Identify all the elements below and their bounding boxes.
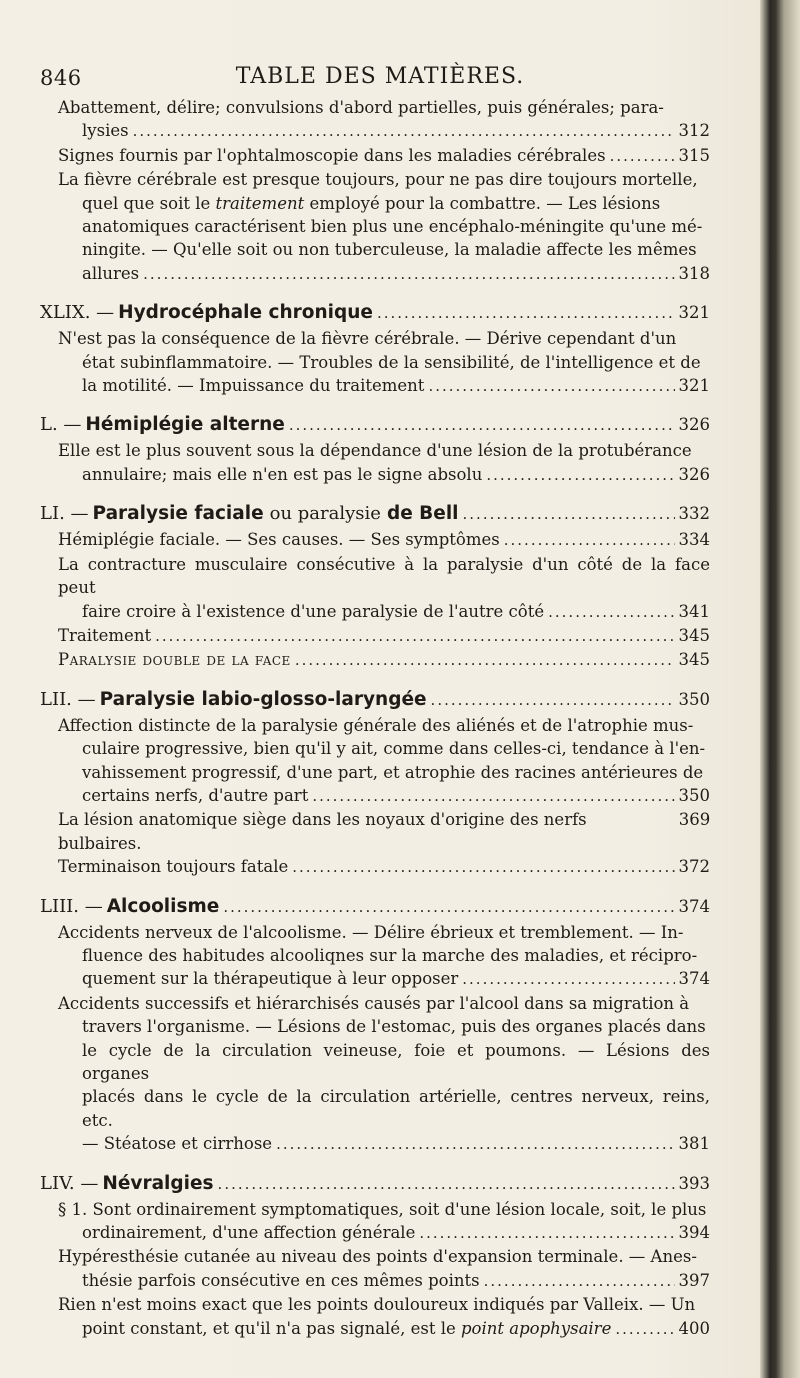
toc-entry [58,855,710,879]
chapter-title-connector: ou paralysie [269,503,381,525]
dot-leader [295,649,675,672]
entry-text: La contracture musculaire consécutive à la paralysie d'un côté de la face peut [58,554,710,598]
dot-leader [484,1270,675,1293]
page-ref: 315 [678,145,710,165]
entry-text: placés dans le cycle de la circulation artérielle, centres nerveux, reins, etc. [82,1087,710,1130]
entry-text: faire croire à l'existence d'une paralysie de l'autre côté [82,601,545,621]
dot-leader [610,145,675,168]
page-ref: 372 [678,857,710,877]
toc-entry [58,96,710,144]
chapter-title: Névralgies [102,1172,214,1194]
dot-leader [615,1318,674,1341]
entry-text: Accidents successifs et hiérarchisés causés par l'alcool dans sa migration à [58,993,690,1013]
dot-leader [223,898,674,916]
page-ref: 334 [678,530,710,550]
toc-entry [58,1198,710,1246]
dot-leader [218,1175,675,1193]
page-ref: 341 [678,601,710,621]
entry-text: quement sur la thérapeutique à leur opposer [82,969,459,989]
entry-text: Abattement, délire; convulsions d'abord partielles, puis générales; para- [58,98,664,117]
entry-last-line [58,784,710,808]
entry-line [58,192,710,215]
entry-text: ningite. — Qu'elle soit ou non tuberculeuse, la maladie affecte les mêmes [82,240,697,260]
page-ref: 350 [678,785,710,805]
toc-entry [58,921,710,992]
page-ref: 374 [678,969,710,989]
page-ref: 345 [678,625,710,645]
chapter-number: LI. — [40,503,89,525]
running-title: TABLE DES MATIÈRES. [235,64,525,89]
entry-emphasis: point apophysaire [460,1318,612,1338]
dot-leader [143,263,674,286]
toc-entry [58,168,710,286]
entry-text: anatomiques caractérisent bien plus une encéphalo-méningite qu'une mé- [82,217,703,237]
entry-emphasis: traitement [215,193,305,213]
dot-leader [276,1133,674,1156]
dot-leader [312,785,674,808]
dot-leader [463,505,675,523]
chapter-number: LIII. — [40,895,103,917]
entry-text: Accidents nerveux de l'alcoolisme. — Délire ébrieux et tremblement. — In- [58,922,684,942]
page-ref: 332 [678,504,710,524]
page-ref: 397 [678,1270,710,1290]
chapter-title: Paralysie labio-glosso-laryngée [99,688,427,710]
chapter-heading [40,503,710,524]
toc-entry [58,648,710,672]
toc-entry [58,144,710,168]
table-of-contents [40,96,711,1341]
entry-last-line [58,600,710,624]
dot-leader [462,968,674,991]
entry-text: § 1. Sont ordinairement symptomatiques, soit d'une lésion locale, soit, le plus [58,1199,707,1219]
page-ref: 381 [678,1134,710,1154]
page-ref: 321 [678,303,710,323]
entry-text: fluence des habitudes alcooliqnes sur la marche des maladies, et récipro- [82,945,698,965]
entry-text: thésie parfois consécutive en ces mêmes points [82,1270,480,1290]
toc-entry [58,553,710,624]
toc-entry [58,624,710,648]
page-ref: 400 [678,1318,710,1338]
toc-entry [58,808,710,855]
page-ref: 394 [678,1223,710,1243]
entry-text: lysies [82,121,129,141]
toc-entry [58,1245,710,1293]
entry-text: Affection distincte de la paralysie générale des aliénés et de l'atrophie mus- [58,715,694,735]
chapter-heading [40,896,710,917]
dot-leader [548,601,674,624]
entry-text: Paralysie double de la face [58,650,291,670]
dot-leader [377,304,675,322]
page-ref: 321 [678,376,710,396]
chapter-number: LIV. — [40,1172,99,1194]
dot-leader [133,120,675,143]
page-ref: 326 [678,464,710,484]
dot-leader [289,416,675,434]
toc-entry [58,439,710,487]
entry-last-line [58,1132,710,1156]
chapter-number: LII. — [40,688,96,710]
entry-text: Terminaison toujours fatale [58,857,289,877]
entry-text: culaire progressive, bien qu'il y ait, comme dans celles-ci, tendance à l'en- [82,739,706,759]
entry-last-line [58,1317,710,1341]
entry-text: Hypéresthésie cutanée au niveau des points d'expansion terminale. — Anes- [58,1247,697,1267]
entry-text: allures [82,263,140,283]
entry-text: état subinflammatoire. — Troubles de la sensibilité, de l'intelligence et de [82,352,701,372]
chapter-title: Hydrocéphale chronique [118,302,373,324]
page-ref: 350 [678,689,710,709]
entry-text: la motilité. — Impuissance du traitement [82,376,425,396]
toc-entry [58,327,710,398]
page-ref: 312 [678,121,710,141]
chapter-title: Alcoolisme [106,895,220,917]
entry-text: La lésion anatomique siège dans les noyaux d'origine des nerfs bulbaires. [58,810,587,853]
entry-text: le cycle de la circulation veineuse, foie et poumons. — Lésions des organes [82,1040,710,1083]
entry-text: — Stéatose et cirrhose [82,1134,273,1154]
entry-text: Signes fournis par l'ophtalmoscopie dans les maladies cérébrales [58,145,606,165]
entry-text: ordinairement, d'une affection générale [82,1223,416,1243]
page-ref: 374 [678,896,710,916]
dot-leader [486,464,674,487]
chapter-number: XLIX. — [40,302,115,324]
dot-leader [155,625,674,648]
page-ref: 326 [678,415,710,435]
entry-text: employé pour la combattre. — Les lésions [304,193,661,213]
book-spine-edge [760,0,800,1378]
entry-text: La fièvre cérébrale est presque toujours, pour ne pas dire toujours mortelle, [58,170,698,190]
chapter-heading [40,1173,710,1194]
toc-entry [58,992,710,1157]
entry-last-line [58,1269,710,1293]
entry-last-line [58,262,710,286]
entry-text: N'est pas la conséquence de la fièvre cérébrale. — Dérive cependant d'un [58,329,677,349]
entry-last-line [58,1221,710,1245]
chapter-heading [40,414,710,435]
toc-entry [58,1293,710,1341]
page-ref: 369 [678,810,711,830]
toc-entry [58,528,710,552]
entry-text: travers l'organisme. — Lésions de l'estomac, puis des organes placés dans [82,1017,706,1037]
entry-text: Traitement [58,625,152,645]
entry-text: quel que soit le [82,193,216,213]
dot-leader [292,856,674,879]
entry-last-line [58,967,710,991]
chapter-number: L. — [40,414,82,436]
chapter-title-tail: de Bell [386,503,459,525]
running-head [40,60,720,90]
entry-text: annulaire; mais elle n'en est pas le signe absolu [82,464,483,484]
entry-last-line [58,463,710,487]
dot-leader [504,529,675,552]
page-ref: 318 [678,263,710,283]
chapter-heading [40,302,710,323]
chapter-title: Hémiplégie alterne [85,414,285,436]
entry-text: vahissement progressif, d'une part, et atrophie des racines antérieures de [82,762,704,782]
page-number: 846 [40,66,82,90]
entry-text: Hémiplégie faciale. — Ses causes. — Ses symptômes [58,530,500,550]
entry-last-line [58,119,710,143]
dot-leader [428,375,674,398]
entry-last-line [58,374,710,398]
entry-text: Rien n'est moins exact que les points douloureux indiqués par Valleix. — Un [58,1295,696,1315]
page-ref: 345 [678,650,710,670]
toc-entry [58,714,710,809]
page-ref: 393 [678,1173,710,1193]
chapter-heading [40,689,710,710]
dot-leader [419,1222,674,1245]
entry-text: Elle est le plus souvent sous la dépendance d'une lésion de la protubérance [58,441,692,461]
dot-leader [431,691,675,709]
entry-text: certains nerfs, d'autre part [82,785,309,805]
chapter-title: Paralysie faciale [92,503,264,525]
entry-text: point constant, et qu'il n'a pas signalé, est le [82,1318,461,1338]
